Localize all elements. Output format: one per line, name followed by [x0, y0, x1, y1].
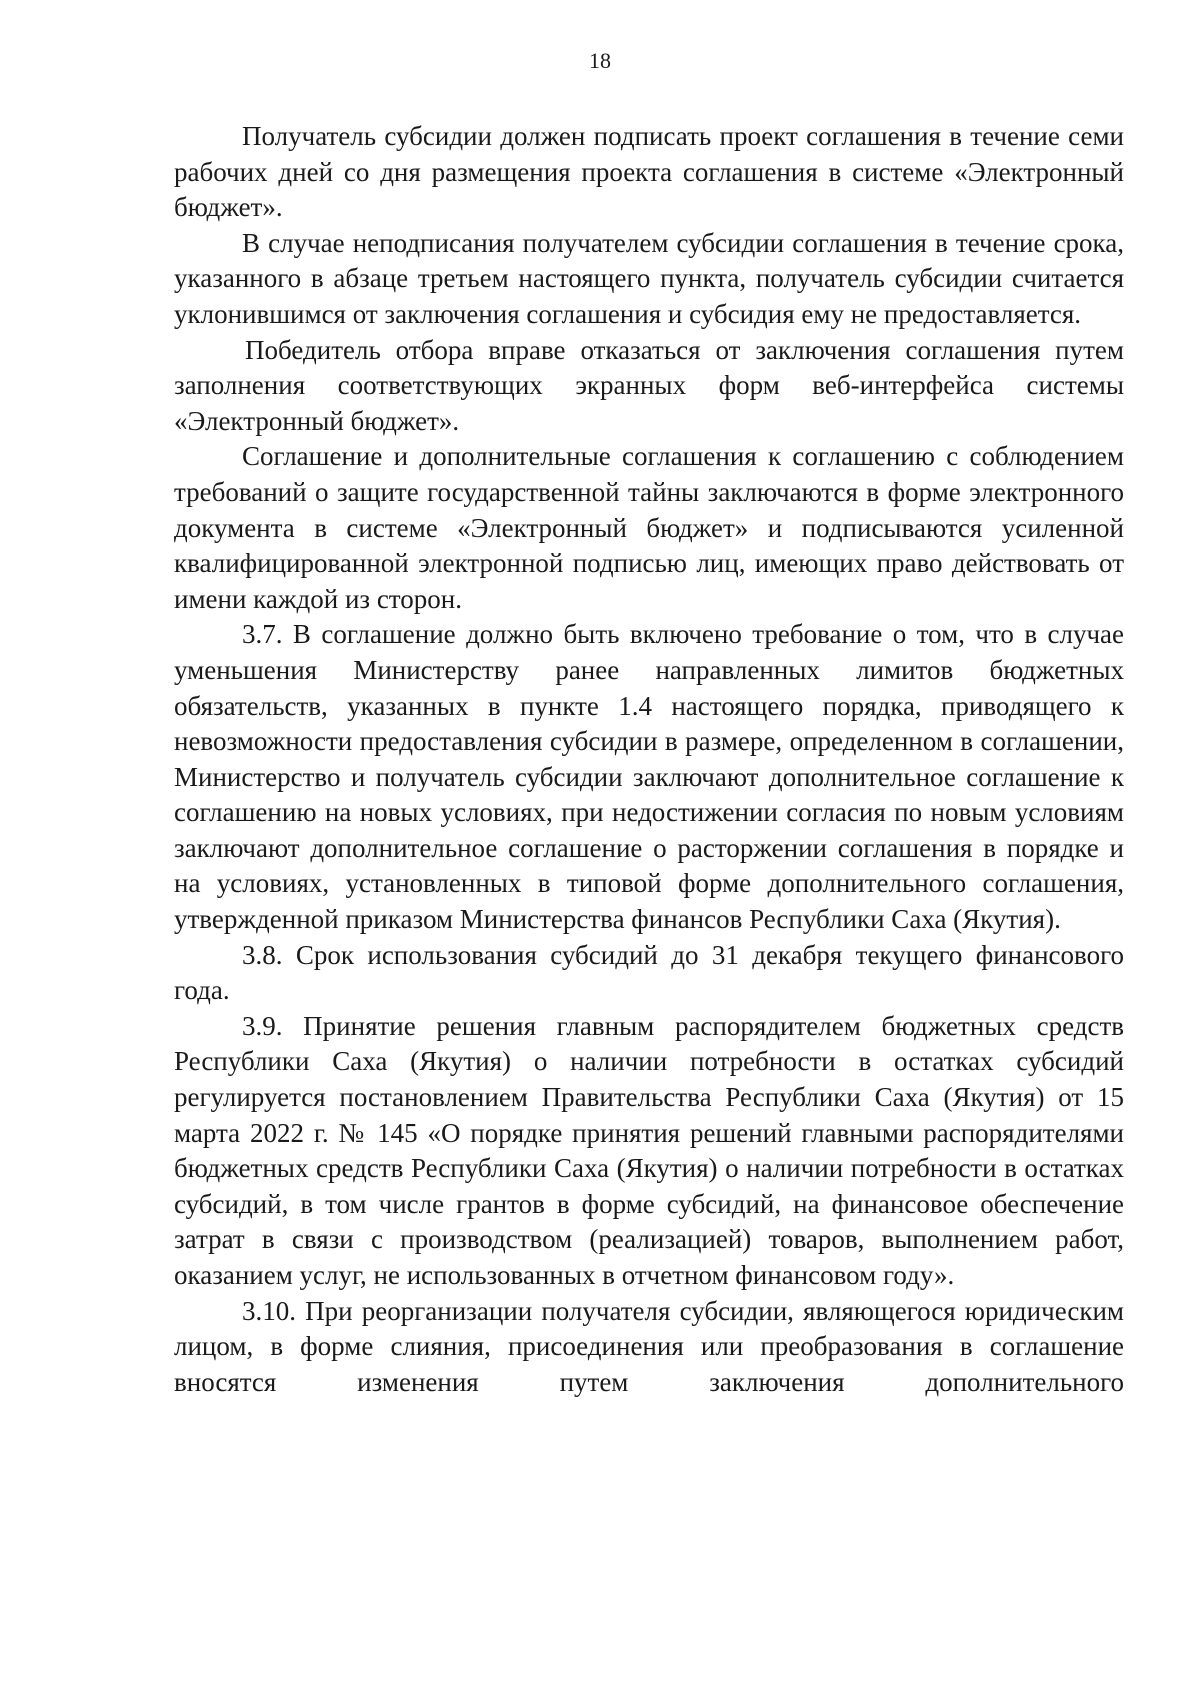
page-number: 18	[589, 48, 611, 73]
paragraph-3-7: 3.7. В соглашение должно быть включено требование о том, что в случае уменьшения Министерству ранее направленных лимитов бюджетных обязательств, указанных в пункте 1.4 настоящего порядка, приводящего к невозможности предоставления субсидии в размере, определенном в соглашении, Министерство и получатель субсидии заключают дополнительное соглашение к соглашению на новых условиях, при недостижении согласия по новым условиям заключают дополнительное соглашение о расторжении соглашения в порядке и на условиях, установленных в типовой форме дополнительного соглашения, утвержденной приказом Министерства финансов Республики Саха (Якутия).	[174, 619, 1124, 935]
paragraph-3-9: 3.9. Принятие решения главным распорядителем бюджетных средств Республики Саха (Якутия) о наличии потребности в остатках субсидий регулируется постановлением Правительства Республики Саха (Якутия) от 15 марта 2022 г. № 145 «О порядке принятия решений главными распорядителями бюджетных средств Республики Саха (Якутия) о наличии потребности в остатках субсидий, в том числе грантов в форме субсидий, на финансовое обеспечение затрат в связи с производством (реализацией) товаров, выполнением работ, оказанием услуг, не использованных в отчетном финансовом году».	[174, 1010, 1124, 1290]
paragraph-signing-deadline: Получатель субсидии должен подписать проект соглашения в течение семи рабочих дней со дня размещения проекта соглашения в системе «Электронный бюджет».	[174, 121, 1124, 223]
paragraph-winner-refusal: Победитель отбора вправе отказаться от заключения соглашения путем заполнения соответствующих экранных форм веб-интерфейса системы «Электронный бюджет».	[174, 334, 1124, 436]
paragraph-3-10: 3.10. При реорганизации получателя субсидии, являющегося юридическим лицом, в форме слияния, присоединения или преобразования в соглашение вносятся изменения путем заключения дополнительного	[174, 1295, 1124, 1397]
paragraph-3-8: 3.8. Срок использования субсидий до 31 декабря текущего финансового года.	[174, 939, 1124, 1006]
paragraph-non-signing: В случае неподписания получателем субсидии соглашения в течение срока, указанного в абзаце третьем настоящего пункта, получатель субсидии считается уклонившимся от заключения соглашения и субсидия ему не предоставляется.	[174, 227, 1124, 329]
document-body	[174, 119, 1124, 1400]
paragraph-electronic-form: Соглашение и дополнительные соглашения к соглашению с соблюдением требований о защите государственной тайны заключаются в форме электронного документа в системе «Электронный бюджет» и подписываются усиленной квалифицированной электронной подписью лиц, имеющих право действовать от имени каждой из сторон.	[174, 441, 1124, 614]
